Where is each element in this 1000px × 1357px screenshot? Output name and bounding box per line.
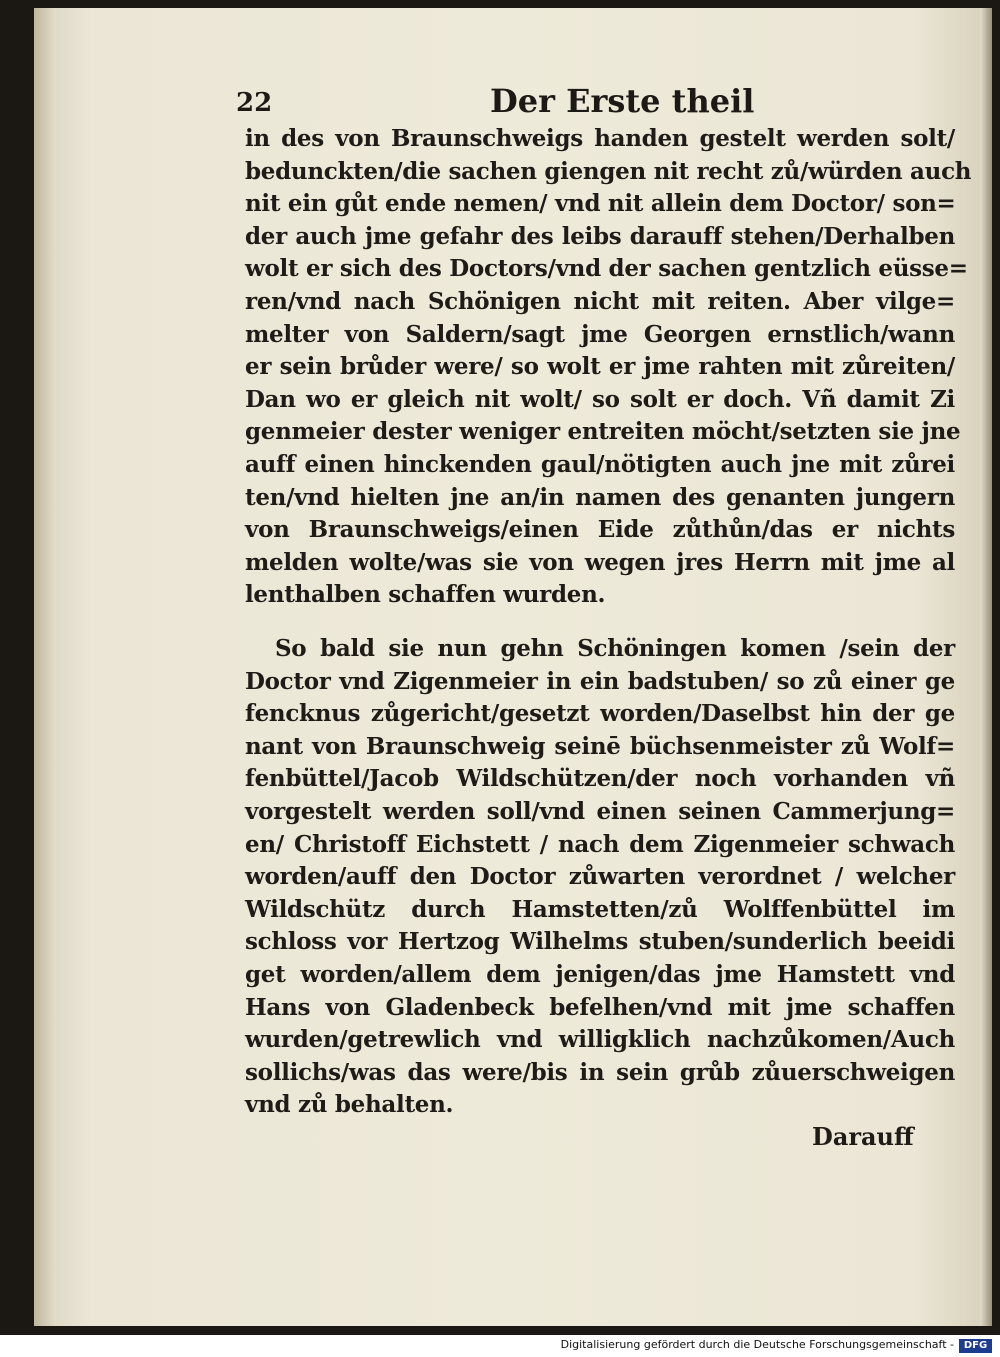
catchword: Darauff bbox=[812, 1122, 914, 1151]
text-line: vorgestelt werden soll/vnd einen seinen Cammerjung= bbox=[245, 798, 955, 825]
text-line: bedunckten/die sachen giengen nit recht zů/würden auch bbox=[245, 157, 972, 185]
text-line: Wildschütz durch Hamstetten/zů Wolffenbüttel im bbox=[245, 895, 955, 923]
text-line: melter von Saldern/sagt jme Georgen ernstlich/wann bbox=[245, 320, 955, 348]
page-number: 22 bbox=[236, 88, 273, 118]
text-line: ren/vnd nach Schönigen nicht mit reiten. Aber vilge= bbox=[245, 288, 955, 315]
text-line: lenthalben schaffen wurden. bbox=[245, 581, 606, 609]
text-line: fencknus zůgericht/gesetzt worden/Daselbst hin der ge bbox=[245, 700, 955, 728]
running-head: Der Erste theil bbox=[490, 82, 755, 120]
page-left-edge bbox=[34, 8, 56, 1326]
text-line: get worden/allem dem jenigen/das jme Hamstett vnd bbox=[245, 961, 955, 988]
text-line: Hans von Gladenbeck befelhen/vnd mit jme schaffen bbox=[245, 993, 955, 1021]
text-line: Doctor vnd Zigenmeier in ein badstuben/ so zů einer ge bbox=[245, 667, 955, 695]
text-line: schloss vor Hertzog Wilhelms stuben/sunderlich beeidi bbox=[245, 928, 955, 956]
funding-credit: Digitalisierung gefördert durch die Deutsche Forschungsgemeinschaft - bbox=[560, 1338, 954, 1351]
footer-bar bbox=[0, 1335, 1000, 1357]
text-line: genmeier dester weniger entreiten möcht/setzten sie jne bbox=[245, 418, 961, 446]
text-line: sollichs/was das were/bis in sein grůb zůuerschweigen bbox=[245, 1058, 955, 1086]
text-line: er sein brůder were/ so wolt er jme rahten mit zůreiten/ bbox=[245, 353, 955, 381]
text-line: fenbüttel/Jacob Wildschützen/der noch vorhanden vñ bbox=[245, 765, 955, 793]
text-line: ten/vnd hielten jne an/in namen des genanten jungern bbox=[245, 483, 955, 511]
text-line: von Braunschweigs/einen Eide zůthůn/das er nichts bbox=[245, 516, 955, 544]
text-line: So bald sie nun gehn Schöningen komen /sein der bbox=[275, 635, 955, 662]
dfg-logo: DFG bbox=[959, 1339, 992, 1353]
text-line: in des von Braunschweigs handen gestelt werden solt/ bbox=[245, 125, 955, 152]
page-right-edge bbox=[980, 8, 992, 1326]
text-line: en/ Christoff Eichstett / nach dem Zigenmeier schwach bbox=[245, 830, 955, 858]
text-line: der auch jme gefahr des leibs darauff stehen/Derhalben bbox=[245, 222, 955, 250]
text-line: wurden/getrewlich vnd willigklich nachzůkomen/Auch bbox=[245, 1026, 955, 1054]
text-line: nit ein gůt ende nemen/ vnd nit allein dem Doctor/ son= bbox=[245, 190, 956, 218]
text-line: auff einen hinckenden gaul/nötigten auch jne mit zůrei bbox=[245, 451, 955, 478]
text-line: wolt er sich des Doctors/vnd der sachen gentzlich eüsse= bbox=[245, 255, 968, 283]
text-line: Dan wo er gleich nit wolt/ so solt er doch. Vñ damit Zi bbox=[245, 385, 955, 413]
text-line: worden/auff den Doctor zůwarten verordnet / welcher bbox=[245, 863, 955, 891]
text-line: melden wolte/was sie von wegen jres Herrn mit jme al bbox=[245, 548, 955, 576]
text-line: nant von Braunschweig seinē büchsenmeister zů Wolf= bbox=[245, 732, 955, 760]
text-line: vnd zů behalten. bbox=[245, 1091, 454, 1119]
